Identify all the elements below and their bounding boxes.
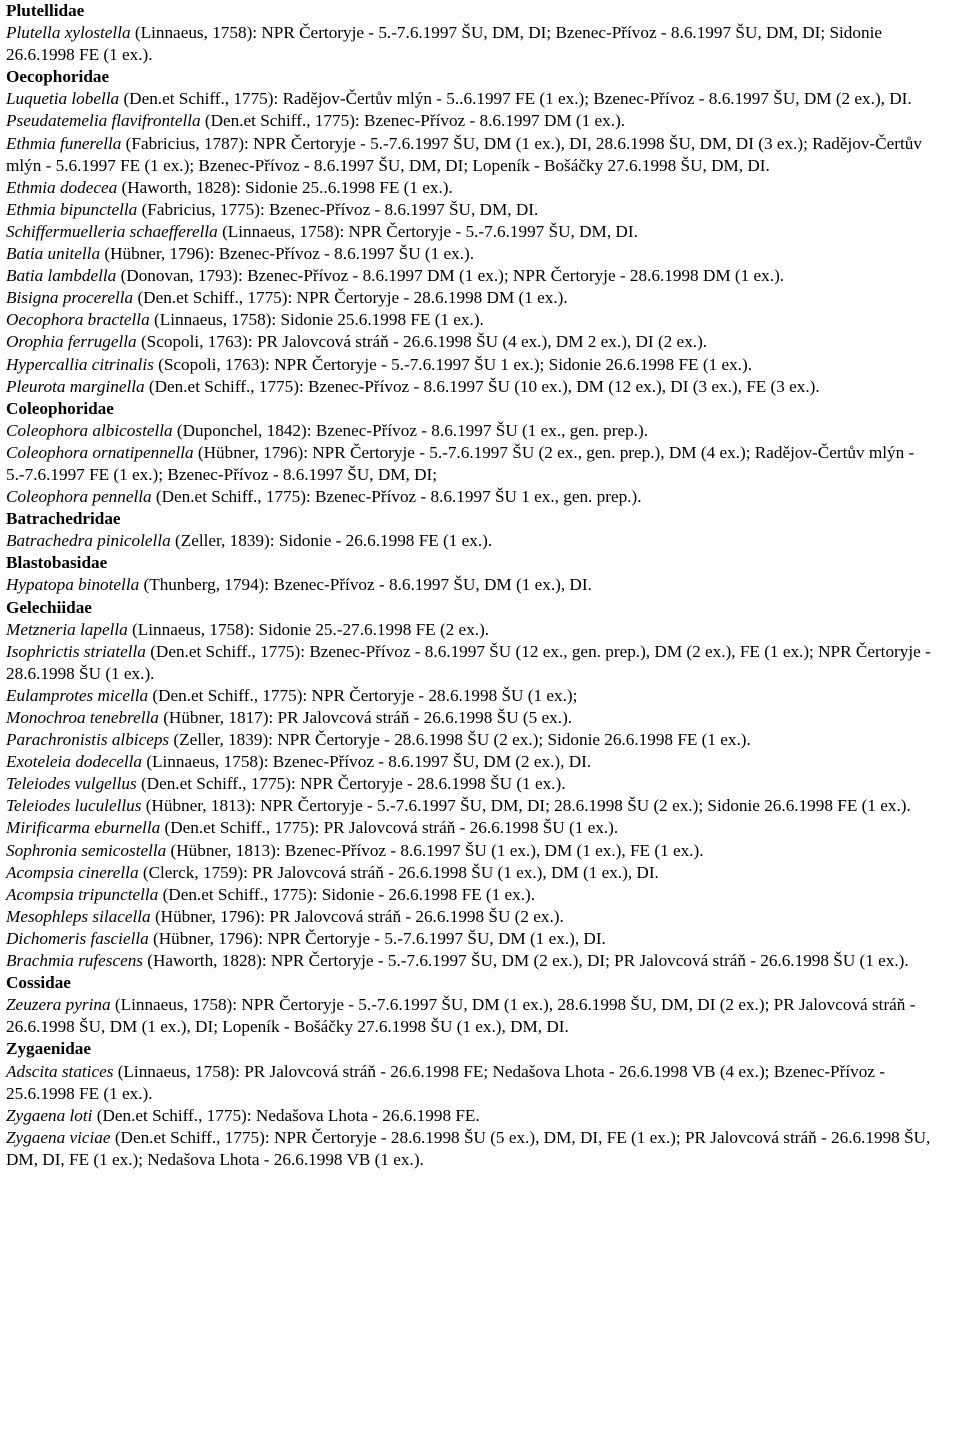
species-record: (Scopoli, 1763): NPR Čertoryje - 5.-7.6.1997 ŠU 1 ex.); Sidonie 26.6.1998 FE (1 ex.).: [153, 354, 753, 374]
species-entry: [6, 199, 954, 221]
species-record: (Linnaeus, 1758): NPR Čertoryje - 5.-7.6.1997 ŠU, DM, DI; Bzenec-Přívoz - 8.6.1997 ŠU, DM, DI; Sidonie 26.6.1998 FE (1 ex.).: [6, 23, 882, 65]
family-heading: Oecophoridae: [6, 67, 110, 87]
species-entry: [6, 729, 954, 751]
species-entry: [6, 773, 954, 795]
species-record: (Zeller, 1839): NPR Čertoryje - 28.6.1998 ŠU (2 ex.); Sidonie 26.6.1998 FE (1 ex.).: [169, 730, 751, 750]
family-heading: Cossidae: [6, 973, 71, 993]
species-entry: [6, 354, 954, 376]
species-entry: [6, 884, 954, 906]
species-name: Metzneria lapella: [6, 619, 128, 639]
species-record: (Den.et Schiff., 1775): NPR Čertoryje - 28.6.1998 ŠU (1 ex.);: [148, 685, 578, 705]
species-record: (Den.et Schiff., 1775): Bzenec-Přívoz - 8.6.1997 DM (1 ex.).: [200, 111, 626, 131]
species-entry: [6, 619, 954, 641]
species-entry: [6, 751, 954, 773]
species-entry: [6, 265, 954, 287]
species-record: (Hübner, 1813): NPR Čertoryje - 5.-7.6.1997 ŠU, DM, DI; 28.6.1998 ŠU (2 ex.); Sidonie 26.6.1998 FE (1 ex.).: [141, 796, 911, 816]
species-entry: [6, 243, 954, 265]
species-record: (Den.et Schiff., 1775): Bzenec-Přívoz - 8.6.1997 ŠU 1 ex., gen. prep.).: [151, 487, 642, 507]
species-record: (Den.et Schiff., 1775): Bzenec-Přívoz - 8.6.1997 ŠU (10 ex.), DM (12 ex.), DI (3 ex.), FE (3 ex.).: [144, 376, 820, 396]
species-entry: [6, 994, 954, 1038]
species-entry: [6, 88, 954, 110]
species-name: Ethmia dodecea: [6, 177, 118, 197]
species-record: (Fabricius, 1787): NPR Čertoryje - 5.-7.6.1997 ŠU, DM (1 ex.), DI, 28.6.1998 ŠU, DM, DI (3 ex.); Radějov-Čertův mlýn - 5.6.1997 FE (1 ex.); Bzenec-Přívoz - 8.6.1997 ŠU, DM, DI; Lopeník - Bošáčky 27.6.1998 ŠU, DM, DI.: [6, 133, 922, 175]
species-entry: [6, 817, 954, 839]
species-name: Batrachedra pinicolella: [6, 531, 171, 551]
species-name: Eulamprotes micella: [6, 685, 149, 705]
species-entry: [6, 287, 954, 309]
species-name: Schiffermuelleria schaefferella: [6, 221, 218, 241]
species-entry: [6, 177, 954, 199]
species-entry: [6, 110, 954, 132]
species-entry: [6, 442, 954, 486]
species-name: Zygaena loti: [6, 1105, 93, 1125]
species-name: Orophia ferrugella: [6, 332, 137, 352]
species-entry: [6, 1061, 954, 1105]
species-name: Mirificarma eburnella: [6, 818, 161, 838]
species-record: (Linnaeus, 1758): NPR Čertoryje - 5.-7.6.1997 ŠU, DM, DI.: [217, 221, 638, 241]
species-name: Zeuzera pyrina: [6, 995, 111, 1015]
species-entry: [6, 685, 954, 707]
species-entry: [6, 906, 954, 928]
species-record: (Linnaeus, 1758): NPR Čertoryje - 5.-7.6.1997 ŠU, DM (1 ex.), 28.6.1998 ŠU, DM, DI (2 ex.); PR Jalovcová stráň - 26.6.1998 ŠU, DM (1 ex.), DI; Lopeník - Bošáčky 27.6.1998 ŠU (1 ex.), DM, DI.: [6, 995, 916, 1037]
species-entry: [6, 1105, 954, 1127]
species-record: (Den.et Schiff., 1775): NPR Čertoryje - 28.6.1998 DM (1 ex.).: [133, 288, 568, 308]
species-entry: [6, 133, 954, 177]
species-name: Acompsia cinerella: [6, 862, 139, 882]
species-name: Mesophleps silacella: [6, 906, 151, 926]
species-record: (Linnaeus, 1758): Sidonie 25.6.1998 FE (1 ex.).: [149, 310, 484, 330]
species-record: (Hübner, 1796): Bzenec-Přívoz - 8.6.1997 ŠU (1 ex.).: [100, 244, 475, 264]
species-record: (Hübner, 1817): PR Jalovcová stráň - 26.6.1998 ŠU (5 ex.).: [158, 708, 573, 727]
species-record: (Hübner, 1796): NPR Čertoryje - 5.-7.6.1997 ŠU (2 ex., gen. prep.), DM (4 ex.); Radějov-Čertův mlýn - 5.-7.6.1997 FE (1 ex.); Bzenec-Přívoz - 8.6.1997 ŠU, DM, DI;: [6, 442, 915, 484]
species-name: Ethmia bipunctella: [6, 199, 138, 219]
species-name: Sophronia semicostella: [6, 840, 167, 860]
species-name: Coleophora pennella: [6, 487, 152, 507]
species-entry: [6, 574, 954, 596]
species-name: Acompsia tripunctella: [6, 884, 159, 904]
species-name: Batia lambdella: [6, 266, 117, 286]
species-record: (Den.et Schiff., 1775): NPR Čertoryje - 28.6.1998 ŠU (5 ex.), DM, DI, FE (1 ex.); PR Jalovcová stráň - 26.6.1998 ŠU, DM, DI, FE (1 ex.); Nedašova Lhota - 26.6.1998 VB (1 ex.).: [6, 1127, 931, 1169]
family-heading: Blastobasidae: [6, 553, 108, 573]
species-name: Hypatopa binotella: [6, 575, 140, 595]
species-name: Coleophora ornatipennella: [6, 442, 194, 462]
species-record: (Thunberg, 1794): Bzenec-Přívoz - 8.6.1997 ŠU, DM (1 ex.), DI.: [139, 575, 592, 595]
species-record: (Fabricius, 1775): Bzenec-Přívoz - 8.6.1997 ŠU, DM, DI.: [137, 199, 539, 219]
species-record: (Hübner, 1796): NPR Čertoryje - 5.-7.6.1997 ŠU, DM (1 ex.), DI.: [148, 928, 606, 948]
species-entry: [6, 928, 954, 950]
species-entry: [6, 420, 954, 442]
species-entry: [6, 331, 954, 353]
species-name: Brachmia rufescens: [6, 951, 143, 971]
species-entry: [6, 309, 954, 331]
species-record: (Clerck, 1759): PR Jalovcová stráň - 26.6.1998 ŠU (1 ex.), DM (1 ex.), DI.: [138, 862, 659, 882]
species-name: Teleiodes vulgellus: [6, 774, 137, 794]
species-record: (Linnaeus, 1758): Sidonie 25.-27.6.1998 FE (2 ex.).: [127, 619, 490, 639]
species-name: Adscita statices: [6, 1061, 114, 1081]
species-record: (Den.et Schiff., 1775): Radějov-Čertův mlýn - 5..6.1997 FE (1 ex.); Bzenec-Přívoz - 8.6.1997 ŠU, DM (2 ex.), DI.: [119, 89, 912, 109]
species-entry: [6, 22, 954, 66]
species-entry: [6, 221, 954, 243]
species-record: (Zeller, 1839): Sidonie - 26.6.1998 FE (1 ex.).: [170, 531, 493, 551]
species-entry: [6, 840, 954, 862]
species-name: Luquetia lobella: [6, 89, 120, 109]
species-record: (Duponchel, 1842): Bzenec-Přívoz - 8.6.1997 ŠU (1 ex., gen. prep.).: [172, 420, 649, 440]
species-name: Hypercallia citrinalis: [6, 354, 154, 374]
species-record: (Den.et Schiff., 1775): Sidonie - 26.6.1998 FE (1 ex.).: [158, 884, 536, 904]
species-entry: [6, 1127, 954, 1171]
species-record: (Donovan, 1793): Bzenec-Přívoz - 8.6.1997 DM (1 ex.); NPR Čertoryje - 28.6.1998 DM (1 ex.).: [116, 266, 785, 286]
species-name: Monochroa tenebrella: [6, 708, 159, 727]
species-record: (Haworth, 1828): NPR Čertoryje - 5.-7.6.1997 ŠU, DM (2 ex.), DI; PR Jalovcová stráň - 26.6.1998 ŠU (1 ex.).: [143, 951, 909, 971]
species-name: Dichomeris fasciella: [6, 928, 149, 948]
species-record: (Linnaeus, 1758): Bzenec-Přívoz - 8.6.1997 ŠU, DM (2 ex.), DI.: [142, 752, 592, 772]
family-heading: Plutellidae: [6, 1, 85, 20]
species-record: (Hübner, 1796): PR Jalovcová stráň - 26.6.1998 ŠU (2 ex.).: [150, 906, 564, 926]
species-name: Zygaena viciae: [6, 1127, 111, 1147]
species-name: Exoteleia dodecella: [6, 752, 143, 772]
species-name: Parachronistis albiceps: [6, 730, 170, 750]
species-record: (Den.et Schiff., 1775): Nedašova Lhota - 26.6.1998 FE.: [92, 1105, 480, 1125]
species-entry: [6, 530, 954, 552]
species-name: Pseudatemelia flavifrontella: [6, 111, 201, 131]
species-name: Bisigna procerella: [6, 288, 134, 308]
species-record: (Den.et Schiff., 1775): Bzenec-Přívoz - 8.6.1997 ŠU (12 ex., gen. prep.), DM (2 ex.), FE (1 ex.); NPR Čertoryje - 28.6.1998 ŠU (1 ex.).: [6, 641, 931, 683]
species-entry: [6, 795, 954, 817]
species-record: (Linnaeus, 1758): PR Jalovcová stráň - 26.6.1998 FE; Nedašova Lhota - 26.6.1998 VB (4 ex.); Bzenec-Přívoz - 25.6.1998 FE (1 ex.).: [6, 1061, 885, 1103]
species-name: Coleophora albicostella: [6, 420, 173, 440]
species-entry: [6, 862, 954, 884]
species-name: Oecophora bractella: [6, 310, 150, 330]
family-heading: Coleophoridae: [6, 398, 114, 418]
species-name: Pleurota marginella: [6, 376, 145, 396]
species-record: (Scopoli, 1763): PR Jalovcová stráň - 26.6.1998 ŠU (4 ex.), DM 2 ex.), DI (2 ex.).: [136, 332, 708, 352]
species-record: (Haworth, 1828): Sidonie 25..6.1998 FE (1 ex.).: [117, 177, 453, 197]
species-name: Isophrictis striatella: [6, 641, 146, 661]
family-heading: Zygaenidae: [6, 1039, 91, 1059]
species-entry: [6, 641, 954, 685]
species-entry: [6, 376, 954, 398]
species-record: (Hübner, 1813): Bzenec-Přívoz - 8.6.1997 ŠU (1 ex.), DM (1 ex.), FE (1 ex.).: [166, 840, 704, 860]
species-name: Batia unitella: [6, 244, 101, 264]
species-entry: [6, 950, 954, 972]
family-heading: Batrachedridae: [6, 509, 121, 529]
family-heading: Gelechiidae: [6, 597, 92, 617]
species-name: Ethmia funerella: [6, 133, 122, 153]
species-name: Plutella xylostella: [6, 23, 131, 43]
species-entry: [6, 707, 954, 729]
species-name: Teleiodes luculellus: [6, 796, 142, 816]
species-entry: [6, 486, 954, 508]
species-record: (Den.et Schiff., 1775): PR Jalovcová stráň - 26.6.1998 ŠU (1 ex.).: [160, 818, 619, 838]
species-record: (Den.et Schiff., 1775): NPR Čertoryje - 28.6.1998 ŠU (1 ex.).: [136, 774, 566, 794]
